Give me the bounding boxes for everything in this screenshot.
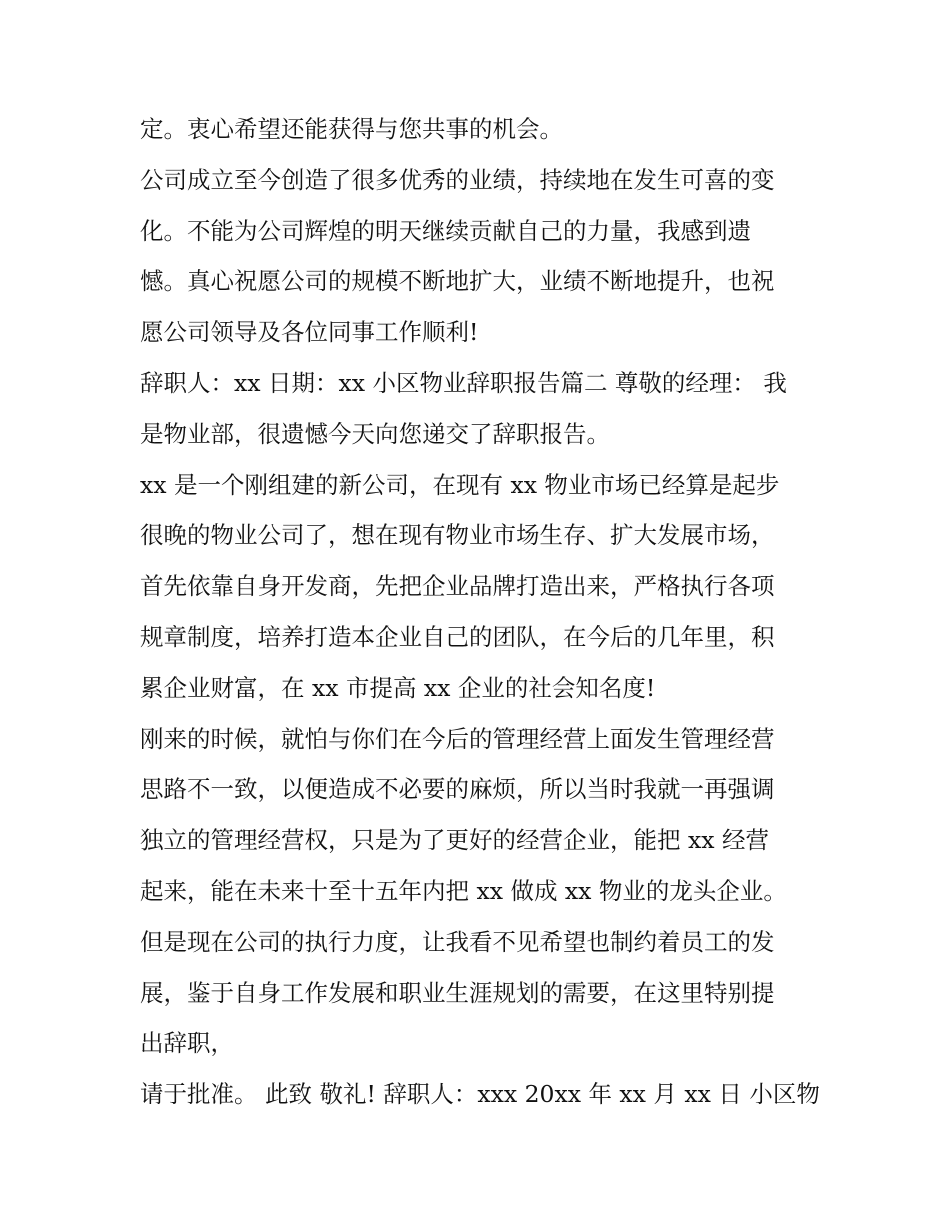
text-line: 起来，能在未来十至十五年内把 xx 做成 xx 物业的龙头企业。: [140, 876, 787, 905]
text-line: xx 是一个刚组建的新公司，在现有 xx 物业市场已经算是起步: [140, 470, 780, 499]
text-line: 辞职人：xx 日期：xx 小区物业辞职报告篇二 尊敬的经理： 我: [140, 368, 787, 397]
text-line: 请于批准。 此致 敬礼! 辞职人：xxx 20xx 年 xx 月 xx 日 小区物: [140, 1080, 820, 1109]
text-line: 化。不能为公司辉煌的明天继续贡献自己的力量，我感到遗: [140, 216, 751, 245]
text-line: 公司成立至今创造了很多优秀的业绩，持续地在发生可喜的变: [140, 165, 775, 194]
text-line: 独立的管理经营权，只是为了更好的经营企业，能把 xx 经营: [140, 826, 769, 855]
text-line: 愿公司领导及各位同事工作顺利!: [140, 318, 479, 347]
text-line: 刚来的时候，就怕与你们在今后的管理经营上面发生管理经营: [140, 724, 775, 753]
text-line: 出辞职，: [140, 1029, 234, 1058]
document-body: [140, 104, 820, 1120]
text-line: 规章制度，培养打造本企业自己的团队，在今后的几年里，积: [140, 622, 775, 651]
text-line: 首先依靠自身开发商，先把企业品牌打造出来，严格执行各项: [140, 572, 775, 601]
text-line: 展，鉴于自身工作发展和职业生涯规划的需要，在这里特别提: [140, 978, 775, 1007]
text-line: 很晚的物业公司了，想在现有物业市场生存、扩大发展市场，: [140, 521, 775, 550]
text-line: 是物业部，很遗憾今天向您递交了辞职报告。: [140, 419, 610, 448]
text-line: 定。衷心希望还能获得与您共事的机会。: [140, 115, 563, 143]
text-line: 累企业财富，在 xx 市提高 xx 企业的社会知名度!: [140, 673, 656, 702]
text-line: 但是现在公司的执行力度，让我看不见希望也制约着员工的发: [140, 927, 775, 956]
text-line: 憾。真心祝愿公司的规模不断地扩大，业绩不断地提升，也祝: [140, 267, 775, 296]
text-line: 思路不一致，以便造成不必要的麻烦，所以当时我就一再强调: [140, 775, 775, 804]
